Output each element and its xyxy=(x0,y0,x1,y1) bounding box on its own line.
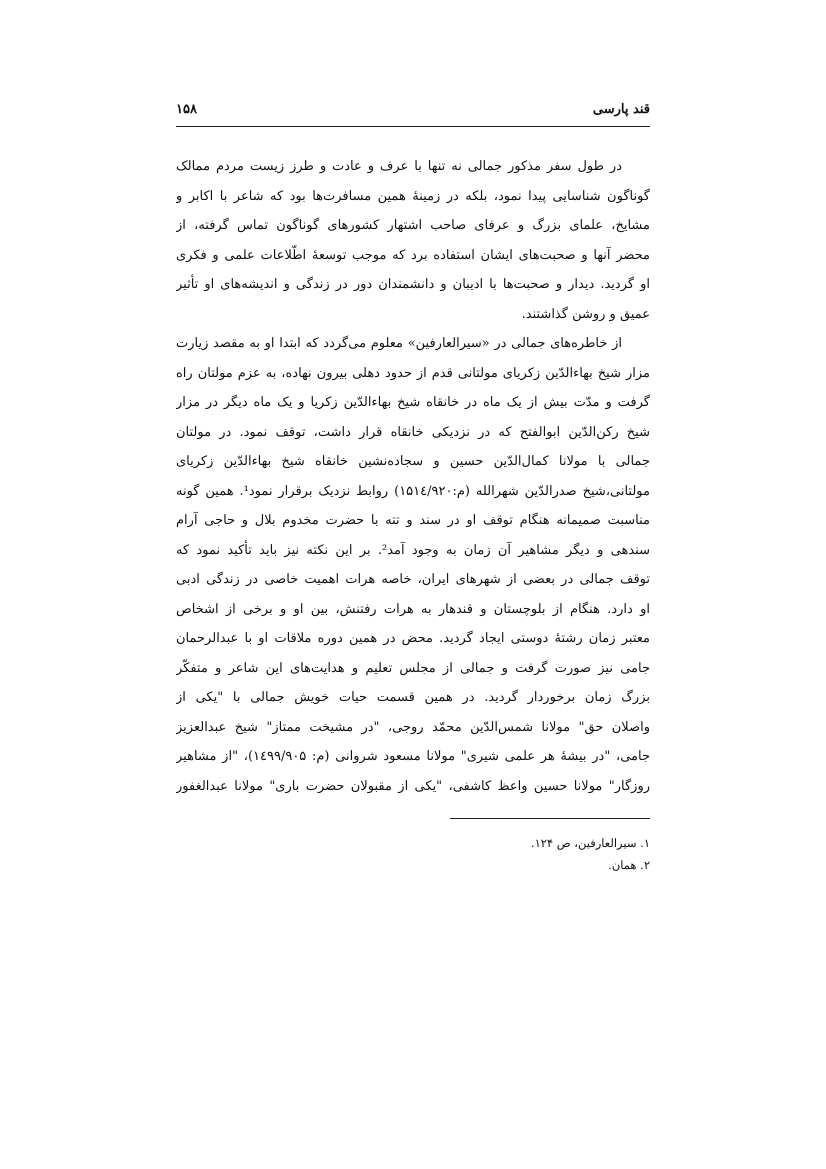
text-line: او دارد. هنگام از بلوچستان و قندهار به هرات رفتنش، بین او و برخی از اشخاص xyxy=(176,601,650,617)
text-line: توقف جمالی در بعضی از شهرهای ایران، خاصه هرات اهمیت خاصی در زندگی ادبی xyxy=(176,572,650,587)
body-text xyxy=(176,152,650,801)
text-line: معتبر زمان رشتهٔ دوستی ایجاد گردید. محض در همین دوره ملاقات او با عبدالرحمان xyxy=(176,631,650,646)
text-line: شیخ رکن‌الدّین ابوالفتح که در نزدیکی خانقاه قرار داشت، توقف نمود. در مولتان xyxy=(176,424,650,440)
text-line: مزار شیخ بهاءالدّین زکریای مولتانی قدم از حدود دهلی بیرون نهاده، به عزم مولتان راه xyxy=(176,365,650,381)
text-line: او گردید. دیدار و صحبت‌ها با ادیبان و دانشمندان دور در زندگی و اندیشه‌های او تأثیر xyxy=(176,277,650,292)
footnote: ۲. همان. xyxy=(608,858,650,872)
text-line: واصلان حق" مولانا شمس‌الدّین محمّد روجی، "در مشیخت ممتاز" شیخ عبدالعزیز xyxy=(176,719,650,735)
footnote: ۱. سیرالعارفین، ص ۱۲۴. xyxy=(530,836,650,850)
text-line: گوناگون شناسایی پیدا نمود، بلکه در زمینهٔ همین مسافرت‌ها بود که شاعر با اکابر و xyxy=(176,188,650,204)
text-line: جامی، "در بیشهٔ هر علمی شیری" مولانا مسعود شروانی (م: ۱٤۹۹/۹۰۵)، "از مشاهیر xyxy=(176,749,650,764)
running-header xyxy=(176,100,650,127)
text-line: جمالی با مولانا کمال‌الدّین حسین و سجاده‌نشین خانقاه شیخ بهاءالدّین زکریای xyxy=(176,454,650,469)
text-line: سندهی و دیگر مشاهیر آن زمان به وجود آمد². بر این نکته نیز باید تأکید نمود که xyxy=(176,542,650,558)
text-line: جامی نیز صورت گرفت و جمالی از مجلس تعلیم و هدایت‌های این شاعر و متفکّر xyxy=(176,660,650,676)
page-number: ۱۵۸ xyxy=(176,102,197,117)
text-line: مشایخ، علمای بزرگ و عرفای صاحب اشتهار کشورهای گوناگون تماس گرفته، از xyxy=(176,218,650,233)
footnote-divider xyxy=(450,818,650,819)
text-line: روزگار" مولانا حسین واعظ کاشفی، "یکی از مقبولان حضرت باری" مولانا عبدالغفور xyxy=(176,778,650,794)
text-line: مناسبت صمیمانه هنگام توقف او در سند و تته با حضرت مخدوم بلال و حاجی آرام xyxy=(176,513,650,528)
running-title: قند پارسی xyxy=(592,102,650,117)
text-line: بزرگ زمان برخوردار گردید. در همین قسمت حیات خویش جمالی با "یکی از xyxy=(176,690,650,705)
text-line: عمیق و روشن گذاشتند. xyxy=(521,306,650,322)
text-line: از خاطره‌های جمالی در «سیرالعارفین» معلوم می‌گردد که ابتدا او به مقصد زیارت xyxy=(176,336,622,351)
footnotes xyxy=(176,832,650,876)
text-line: گرفت و مدّت بیش از یک ماه در خانقاه شیخ بهاءالدّین زکریا و یک ماه دیگر در مزار xyxy=(176,395,650,410)
text-line: محضر آنها و صحبت‌های ایشان استفاده برد که موجب توسعهٔ اطّلاعات علمی و فکری xyxy=(176,247,650,263)
text-line: در طول سفر مذکور جمالی نه تنها با عرف و عادت و طرز زیست مردم ممالک xyxy=(176,159,622,174)
text-line: مولتانی،شیخ صدرالدّین شهرالله (م:۱۵۱٤/۹۲۰) روابط نزدیک برقرار نمود¹. همین گونه xyxy=(176,483,650,499)
